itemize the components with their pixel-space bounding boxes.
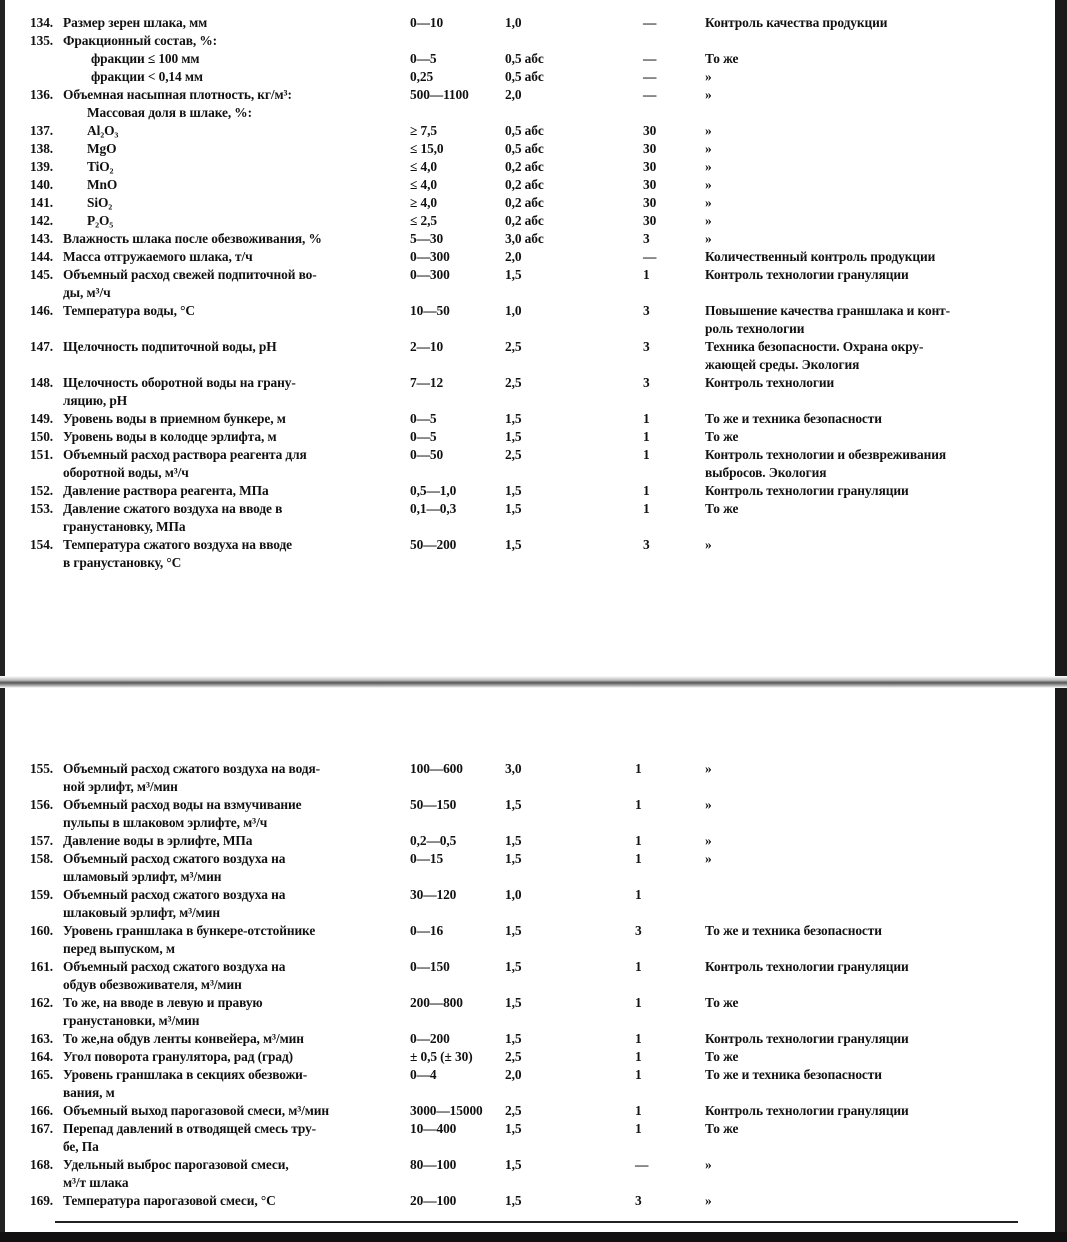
measurement-frequency: 1 bbox=[635, 1031, 642, 1046]
row-number: 140. bbox=[30, 177, 54, 192]
measurement-error: 0,2 абс bbox=[505, 213, 544, 228]
measurement-range: 5—30 bbox=[410, 231, 444, 246]
measurement-frequency: — bbox=[635, 1157, 649, 1172]
measurement-range: 50—200 bbox=[410, 537, 457, 552]
measurement-frequency: 3 bbox=[643, 537, 650, 552]
measurement-error bbox=[505, 104, 615, 122]
table-row bbox=[30, 796, 1030, 832]
measurement-range: 500—1100 bbox=[410, 87, 469, 102]
measurement-range: 0—15 bbox=[410, 851, 444, 866]
control-purpose: » bbox=[705, 177, 712, 192]
measurement-error: 2,5 bbox=[505, 1103, 522, 1118]
row-number: 154. bbox=[30, 537, 54, 552]
table-row bbox=[30, 176, 1030, 194]
measurement-frequency: 1 bbox=[643, 501, 650, 516]
table-row bbox=[30, 1120, 1030, 1156]
measurement-frequency: 3 bbox=[635, 923, 642, 938]
table-row bbox=[30, 1192, 1030, 1210]
parameter-name: Температура парогазовой смеси, °С bbox=[63, 1193, 276, 1208]
row-number: 142. bbox=[30, 213, 54, 228]
parameter-name: MnO bbox=[87, 177, 118, 192]
control-purpose: » bbox=[705, 797, 712, 812]
row-number: 159. bbox=[30, 887, 54, 902]
measurement-error: 1,5 bbox=[505, 483, 522, 498]
table-row bbox=[30, 14, 1030, 32]
parameter-name: Объемный расход сжатого воздуха на шламовый эрлифт, м³/мин bbox=[63, 851, 286, 884]
measurement-frequency: 1 bbox=[635, 761, 642, 776]
measurement-range: 0,1—0,3 bbox=[410, 501, 457, 516]
row-number bbox=[30, 50, 63, 68]
measurement-error: 1,0 bbox=[505, 887, 522, 902]
parameter-name: Угол поворота гранулятора, рад (град) bbox=[63, 1049, 293, 1064]
lower-page bbox=[0, 690, 1067, 1242]
measurement-range: 0—4 bbox=[410, 1067, 437, 1082]
page-fold-line bbox=[0, 676, 1067, 688]
row-number: 162. bbox=[30, 995, 54, 1010]
row-number: 160. bbox=[30, 923, 54, 938]
measurement-error: 1,5 bbox=[505, 1193, 522, 1208]
measurement-frequency: 30 bbox=[643, 159, 657, 174]
control-purpose: Контроль технологии грануляции bbox=[705, 267, 909, 282]
control-purpose: » bbox=[705, 761, 712, 776]
row-number: 153. bbox=[30, 501, 54, 516]
parameter-name: TiO₂ bbox=[87, 159, 114, 174]
control-purpose: Контроль качества продукции bbox=[705, 15, 888, 30]
parameter-name: Уровень граншлака в бункере-отстойнике перед выпуском, м bbox=[63, 923, 316, 956]
measurement-error: 1,5 bbox=[505, 833, 522, 848]
control-purpose: Контроль технологии bbox=[705, 375, 835, 390]
measurement-error: 1,5 bbox=[505, 1157, 522, 1172]
parameter-name: Температура воды, °С bbox=[63, 303, 195, 318]
measurement-frequency: 3 bbox=[643, 375, 650, 390]
measurement-error: 1,5 bbox=[505, 429, 522, 444]
parameter-name: Щелочность оборотной воды на грану- ляцию, рН bbox=[63, 375, 296, 408]
measurement-frequency: 1 bbox=[635, 1049, 642, 1064]
measurement-error: 1,0 bbox=[505, 15, 522, 30]
table-row bbox=[30, 446, 1030, 482]
control-purpose: » bbox=[705, 851, 712, 866]
measurement-range: 0,25 bbox=[410, 69, 434, 84]
measurement-range: 7—12 bbox=[410, 375, 444, 390]
table-row bbox=[30, 500, 1030, 536]
control-purpose: Количественный контроль продукции bbox=[705, 249, 936, 264]
measurement-range: 0—50 bbox=[410, 447, 444, 462]
parameter-name: Давление сжатого воздуха на вводе в гранустановку, МПа bbox=[63, 501, 283, 534]
parameter-name: Температура сжатого воздуха на вводе в гранустановку, °С bbox=[63, 537, 292, 570]
measurement-frequency bbox=[615, 104, 705, 122]
row-number: 150. bbox=[30, 429, 54, 444]
control-purpose bbox=[705, 104, 1030, 122]
measurement-frequency: 30 bbox=[643, 195, 657, 210]
control-purpose: » bbox=[705, 1157, 712, 1172]
measurement-frequency: 3 bbox=[643, 339, 650, 354]
measurement-error: 1,5 bbox=[505, 411, 522, 426]
row-number: 157. bbox=[30, 833, 54, 848]
measurement-error: 0,2 абс bbox=[505, 195, 544, 210]
row-number: 136. bbox=[30, 87, 54, 102]
control-purpose: » bbox=[705, 123, 712, 138]
measurement-error: 1,5 bbox=[505, 501, 522, 516]
table-row bbox=[30, 1048, 1030, 1066]
table-row bbox=[30, 536, 1030, 572]
measurement-range: 2—10 bbox=[410, 339, 444, 354]
row-number: 137. bbox=[30, 123, 54, 138]
measurement-range: 0—5 bbox=[410, 51, 437, 66]
measurement-frequency: 1 bbox=[635, 995, 642, 1010]
measurement-range: 0—300 bbox=[410, 249, 450, 264]
parameter-name: Объемный выход парогазовой смеси, м³/мин bbox=[63, 1103, 330, 1118]
parameter-name: Массовая доля в шлаке, %: bbox=[87, 105, 252, 120]
measurement-range: ≤ 4,0 bbox=[410, 159, 437, 174]
measurement-frequency: — bbox=[643, 15, 657, 30]
parameter-name: Масса отгружаемого шлака, т/ч bbox=[63, 249, 253, 264]
row-number: 135. bbox=[30, 33, 54, 48]
measurement-range: 80—100 bbox=[410, 1157, 457, 1172]
measurement-error: 1,5 bbox=[505, 1121, 522, 1136]
control-purpose: » bbox=[705, 213, 712, 228]
measurement-frequency bbox=[615, 32, 705, 50]
measurement-error: 2,5 bbox=[505, 1049, 522, 1064]
table-row bbox=[30, 302, 1030, 338]
control-purpose: То же bbox=[705, 995, 739, 1010]
measurement-range: 0—300 bbox=[410, 267, 450, 282]
control-purpose: Контроль технологии грануляции bbox=[705, 483, 909, 498]
measurement-range: 50—150 bbox=[410, 797, 457, 812]
control-purpose: То же bbox=[705, 1049, 739, 1064]
measurement-range: 0—5 bbox=[410, 411, 437, 426]
table-row bbox=[30, 230, 1030, 248]
measurement-range: ≥ 4,0 bbox=[410, 195, 437, 210]
parameter-name: Объемный расход воды на взмучивание пульпы в шлаковом эрлифте, м³/ч bbox=[63, 797, 302, 830]
row-number: 168. bbox=[30, 1157, 54, 1172]
measurement-error: 2,5 bbox=[505, 447, 522, 462]
table-row bbox=[30, 832, 1030, 850]
parameter-name: То же,на обдув ленты конвейера, м³/мин bbox=[63, 1031, 304, 1046]
table-row bbox=[30, 850, 1030, 886]
measurement-frequency: 1 bbox=[635, 959, 642, 974]
table-row bbox=[30, 266, 1030, 302]
row-number: 155. bbox=[30, 761, 54, 776]
parameter-name: MgO bbox=[87, 141, 117, 156]
measurement-range: 3000—15000 bbox=[410, 1103, 483, 1118]
parameter-name: Уровень воды в колодце эрлифта, м bbox=[63, 429, 277, 444]
table-row bbox=[30, 410, 1030, 428]
table-row bbox=[30, 338, 1030, 374]
control-purpose: То же и техника безопасности bbox=[705, 1067, 882, 1082]
parameter-name: Размер зерен шлака, мм bbox=[63, 15, 208, 30]
measurement-range: ≤ 2,5 bbox=[410, 213, 437, 228]
table-row bbox=[30, 32, 1030, 50]
table-row bbox=[30, 922, 1030, 958]
measurement-range: 30—120 bbox=[410, 887, 457, 902]
measurement-range: 0—150 bbox=[410, 959, 450, 974]
table-row bbox=[30, 374, 1030, 410]
control-purpose bbox=[705, 886, 1030, 922]
row-number: 141. bbox=[30, 195, 54, 210]
row-number: 144. bbox=[30, 249, 54, 264]
table-row bbox=[30, 86, 1030, 104]
measurement-range: 0,5—1,0 bbox=[410, 483, 457, 498]
control-purpose: То же и техника безопасности bbox=[705, 411, 882, 426]
measurement-error: 2,0 bbox=[505, 87, 522, 102]
measurement-range: 0,2—0,5 bbox=[410, 833, 457, 848]
row-number: 138. bbox=[30, 141, 54, 156]
measurement-error: 1,5 bbox=[505, 1031, 522, 1046]
row-number bbox=[30, 104, 63, 122]
row-number: 149. bbox=[30, 411, 54, 426]
control-purpose: Техника безопасности. Охрана окру- жающей среды. Экология bbox=[705, 339, 924, 372]
measurement-error: 0,5 абс bbox=[505, 51, 544, 66]
measurement-frequency: 1 bbox=[635, 851, 642, 866]
control-purpose: » bbox=[705, 231, 712, 246]
parameter-name: Объемный расход свежей подпиточной во- ды, м³/ч bbox=[63, 267, 317, 300]
measurement-frequency: 30 bbox=[643, 177, 657, 192]
measurement-frequency: 30 bbox=[643, 213, 657, 228]
measurement-frequency: 30 bbox=[643, 123, 657, 138]
row-number: 156. bbox=[30, 797, 54, 812]
row-number: 158. bbox=[30, 851, 54, 866]
measurement-frequency: 1 bbox=[643, 411, 650, 426]
measurement-frequency: 1 bbox=[643, 483, 650, 498]
row-number: 165. bbox=[30, 1067, 54, 1082]
measurement-error: 3,0 абс bbox=[505, 231, 544, 246]
table-row bbox=[30, 760, 1030, 796]
measurement-frequency: — bbox=[643, 51, 657, 66]
parameter-name: Объемный расход сжатого воздуха на водя- ной эрлифт, м³/мин bbox=[63, 761, 320, 794]
measurement-error: 0,5 абс bbox=[505, 69, 544, 84]
control-purpose: » bbox=[705, 833, 712, 848]
measurement-error: 0,2 абс bbox=[505, 177, 544, 192]
table-row bbox=[30, 122, 1030, 140]
row-number: 161. bbox=[30, 959, 54, 974]
control-purpose: » bbox=[705, 141, 712, 156]
control-purpose: Контроль технологии грануляции bbox=[705, 959, 909, 974]
row-number: 169. bbox=[30, 1193, 54, 1208]
table-row bbox=[30, 212, 1030, 230]
measurement-frequency: 1 bbox=[635, 1103, 642, 1118]
scan-border-bottom bbox=[0, 1232, 1067, 1242]
row-number: 166. bbox=[30, 1103, 54, 1118]
measurement-frequency: 1 bbox=[635, 887, 642, 902]
measurement-error bbox=[505, 32, 615, 50]
parameter-name: Уровень граншлака в секциях обезвожи- вания, м bbox=[63, 1067, 308, 1100]
control-purpose: Повышение качества граншлака и конт- роль технологии bbox=[705, 303, 951, 336]
measurement-range: 0—10 bbox=[410, 15, 444, 30]
row-number: 163. bbox=[30, 1031, 54, 1046]
control-purpose: Контроль технологии грануляции bbox=[705, 1103, 909, 1118]
measurement-error: 1,5 bbox=[505, 537, 522, 552]
measurement-range: ≥ 7,5 bbox=[410, 123, 437, 138]
measurement-frequency: 1 bbox=[635, 1121, 642, 1136]
parameter-name: фракции < 0,14 мм bbox=[91, 69, 203, 84]
row-number bbox=[30, 68, 63, 86]
table-row bbox=[30, 140, 1030, 158]
parameter-name: Al₂O₃ bbox=[87, 123, 119, 138]
measurement-error: 0,5 абс bbox=[505, 141, 544, 156]
control-purpose: » bbox=[705, 537, 712, 552]
parameter-name: фракции ≤ 100 мм bbox=[91, 51, 200, 66]
measurement-error: 1,5 bbox=[505, 797, 522, 812]
row-number: 145. bbox=[30, 267, 54, 282]
measurement-range: 0—16 bbox=[410, 923, 444, 938]
table-row bbox=[30, 994, 1030, 1030]
measurement-frequency: — bbox=[643, 87, 657, 102]
parameter-name: P₂O₅ bbox=[87, 213, 114, 228]
row-number: 152. bbox=[30, 483, 54, 498]
control-purpose: То же bbox=[705, 1121, 739, 1136]
measurement-range: 10—400 bbox=[410, 1121, 457, 1136]
measurement-error: 2,5 bbox=[505, 339, 522, 354]
measurement-error: 1,5 bbox=[505, 923, 522, 938]
row-number: 134. bbox=[30, 15, 54, 30]
parameter-name: Щелочность подпиточной воды, рН bbox=[63, 339, 277, 354]
table-row bbox=[30, 248, 1030, 266]
control-purpose: » bbox=[705, 87, 712, 102]
control-purpose: » bbox=[705, 1193, 712, 1208]
parameter-name: Объемный расход раствора реагента для оборотной воды, м³/ч bbox=[63, 447, 307, 480]
measurement-range: ≤ 4,0 bbox=[410, 177, 437, 192]
control-purpose bbox=[705, 32, 1030, 50]
measurement-frequency: 30 bbox=[643, 141, 657, 156]
parameter-name: SiO₂ bbox=[87, 195, 113, 210]
row-number: 148. bbox=[30, 375, 54, 390]
measurement-frequency: 3 bbox=[643, 231, 650, 246]
measurement-frequency: 1 bbox=[643, 429, 650, 444]
measurement-error: 1,5 bbox=[505, 267, 522, 282]
bottom-rule bbox=[55, 1221, 1018, 1223]
parameters-table-lower bbox=[30, 760, 1030, 1210]
measurement-error: 1,0 bbox=[505, 303, 522, 318]
measurement-frequency: 1 bbox=[643, 447, 650, 462]
row-number: 147. bbox=[30, 339, 54, 354]
measurement-frequency: 1 bbox=[643, 267, 650, 282]
measurement-error: 2,0 bbox=[505, 249, 522, 264]
measurement-error: 2,0 bbox=[505, 1067, 522, 1082]
row-number: 151. bbox=[30, 447, 54, 462]
table-row bbox=[30, 68, 1030, 86]
control-purpose: То же bbox=[705, 429, 739, 444]
parameter-name: Перепад давлений в отводящей смесь тру- бе, Па bbox=[63, 1121, 317, 1154]
measurement-frequency: 3 bbox=[635, 1193, 642, 1208]
table-row bbox=[30, 104, 1030, 122]
parameter-name: Фракционный состав, %: bbox=[63, 33, 218, 48]
measurement-error: 3,0 bbox=[505, 761, 522, 776]
row-number: 167. bbox=[30, 1121, 54, 1136]
table-row bbox=[30, 50, 1030, 68]
control-purpose: » bbox=[705, 159, 712, 174]
measurement-frequency: 1 bbox=[635, 797, 642, 812]
parameter-name: Объемный расход сжатого воздуха на обдув обезвоживателя, м³/мин bbox=[63, 959, 286, 992]
control-purpose: Контроль технологии грануляции bbox=[705, 1031, 909, 1046]
measurement-range: ≤ 15,0 bbox=[410, 141, 444, 156]
measurement-frequency: — bbox=[643, 249, 657, 264]
measurement-frequency: — bbox=[643, 69, 657, 84]
row-number: 146. bbox=[30, 303, 54, 318]
table-row bbox=[30, 1066, 1030, 1102]
table-row bbox=[30, 1156, 1030, 1192]
measurement-range bbox=[410, 32, 505, 50]
parameter-name: Давление воды в эрлифте, МПа bbox=[63, 833, 253, 848]
measurement-range: ± 0,5 (± 30) bbox=[410, 1049, 473, 1064]
parameter-name: Давление раствора реагента, МПа bbox=[63, 483, 269, 498]
parameters-table-upper bbox=[30, 14, 1030, 572]
table-row bbox=[30, 886, 1030, 922]
table-row bbox=[30, 428, 1030, 446]
table-row bbox=[30, 194, 1030, 212]
parameter-name: Объемная насыпная плотность, кг/м³: bbox=[63, 87, 292, 102]
control-purpose: То же bbox=[705, 501, 739, 516]
measurement-frequency: 1 bbox=[635, 1067, 642, 1082]
parameter-name: Уровень воды в приемном бункере, м bbox=[63, 411, 286, 426]
control-purpose: То же bbox=[705, 51, 739, 66]
measurement-error: 1,5 bbox=[505, 959, 522, 974]
measurement-error: 1,5 bbox=[505, 851, 522, 866]
measurement-range: 0—5 bbox=[410, 429, 437, 444]
control-purpose: » bbox=[705, 195, 712, 210]
table-row bbox=[30, 1102, 1030, 1120]
measurement-error: 1,5 bbox=[505, 995, 522, 1010]
measurement-error: 0,5 абс bbox=[505, 123, 544, 138]
parameter-name: Влажность шлака после обезвоживания, % bbox=[63, 231, 322, 246]
control-purpose: » bbox=[705, 69, 712, 84]
table-row bbox=[30, 958, 1030, 994]
measurement-range: 200—800 bbox=[410, 995, 463, 1010]
measurement-range: 100—600 bbox=[410, 761, 463, 776]
row-number: 143. bbox=[30, 231, 54, 246]
parameter-name: Удельный выброс парогазовой смеси, м³/т шлака bbox=[63, 1157, 289, 1190]
measurement-frequency: 3 bbox=[643, 303, 650, 318]
measurement-error: 0,2 абс bbox=[505, 159, 544, 174]
control-purpose: То же и техника безопасности bbox=[705, 923, 882, 938]
table-row bbox=[30, 1030, 1030, 1048]
table-row bbox=[30, 158, 1030, 176]
table-row bbox=[30, 482, 1030, 500]
measurement-range: 0—200 bbox=[410, 1031, 450, 1046]
measurement-frequency: 1 bbox=[635, 833, 642, 848]
measurement-range: 10—50 bbox=[410, 303, 450, 318]
row-number: 139. bbox=[30, 159, 54, 174]
measurement-error: 2,5 bbox=[505, 375, 522, 390]
control-purpose: Контроль технологии и обезвреживания выбросов. Экология bbox=[705, 447, 947, 480]
row-number: 164. bbox=[30, 1049, 54, 1064]
parameter-name: Объемный расход сжатого воздуха на шлаковый эрлифт, м³/мин bbox=[63, 887, 286, 920]
measurement-range: 20—100 bbox=[410, 1193, 457, 1208]
measurement-range bbox=[410, 104, 505, 122]
parameter-name: То же, на вводе в левую и правую гранустановки, м³/мин bbox=[63, 995, 263, 1028]
